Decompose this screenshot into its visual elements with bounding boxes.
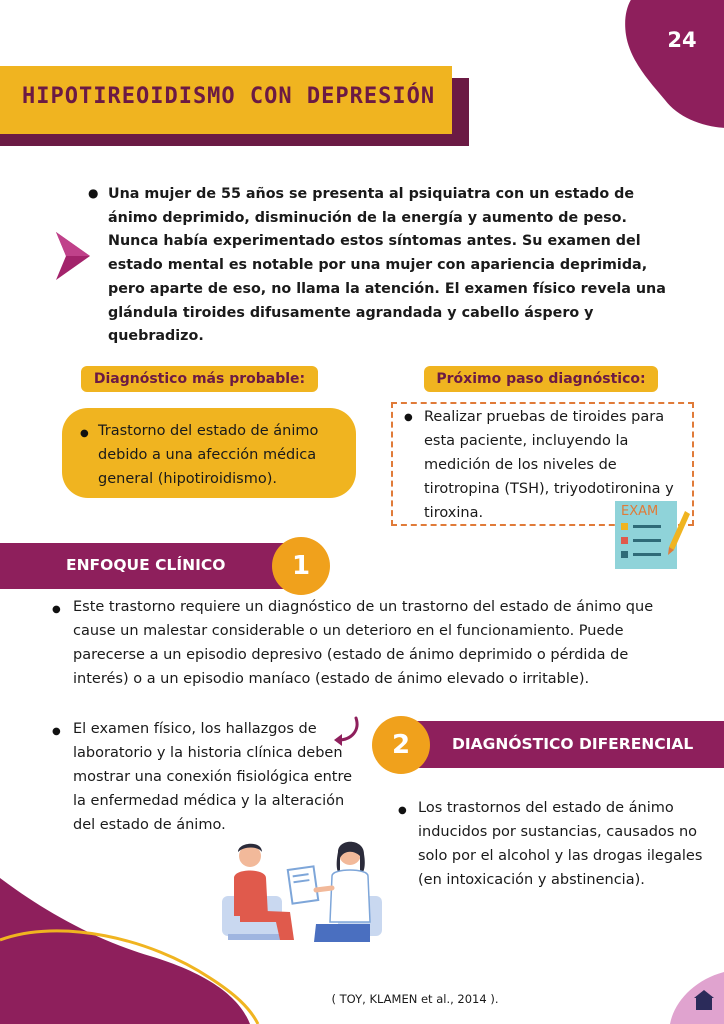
next-step-bullet: ●: [404, 412, 413, 423]
diagnosis-label: Diagnóstico más probable:: [81, 366, 318, 392]
triangle-arrow-icon: [56, 232, 90, 280]
section2-paragraph: Los trastornos del estado de ánimo inducidos por sustancias, causados no solo por el alcohol y las drogas ilegales (en intoxicación y abstinencia).: [418, 800, 703, 888]
section1-paragraph-1: Este trastorno requiere un diagnóstico de un trastorno del estado de ánimo que cause un malestar considerable o un deterioro en el funcionamiento. Puede parecerse a un episodio depresivo (estado de ánimo deprimido o pérdida de interés) o a un episodio maníaco (estado de ánimo elevado o irritable).: [73, 599, 654, 687]
section1-bullet: ●: [52, 726, 61, 737]
next-step-label: Próximo paso diagnóstico:: [424, 366, 658, 392]
corner-decoration: [620, 0, 724, 130]
page-title: HIPOTIREOIDISMO CON DEPRESIÓN: [22, 84, 436, 109]
case-description: Una mujer de 55 años se presenta al psiquiatra con un estado de ánimo deprimido, disminución de la energía y aumento de peso. Nunca había experimentado estos síntomas antes. Su examen del estado mental es notable por una mujer con apariencia deprimida, pero aparte de eso, no llama la atención. El examen físico revela una glándula tiroides difusamente agrandada y cabello áspero y quebradizo.: [108, 186, 666, 345]
page-number: 24: [667, 28, 697, 52]
exam-icon-label: EXAM: [621, 504, 659, 519]
section2-bullet: ●: [398, 805, 407, 816]
section1-title: ENFOQUE CLÍNICO: [66, 556, 226, 574]
diagnosis-bullet: ●: [80, 428, 89, 439]
bottom-decoration: [0, 878, 300, 1024]
section1-number: 1: [272, 537, 330, 595]
citation: ( TOY, KLAMEN et al., 2014 ).: [331, 992, 499, 1006]
exam-clipboard-icon: [609, 497, 691, 571]
section1-bullet: ●: [52, 604, 61, 615]
section2-title: DIAGNÓSTICO DIFERENCIAL: [452, 735, 694, 753]
diagnosis-text: Trastorno del estado de ánimo debido a una afección médica general (hipotiroidismo).: [98, 423, 319, 487]
section2-number: 2: [372, 716, 430, 774]
section1-paragraph-2: El examen físico, los hallazgos de laboratorio y la historia clínica deben mostrar una conexión fisiológica entre la enfermedad médica y la alteración del estado de ánimo.: [73, 721, 353, 833]
next-step-text: Realizar pruebas de tiroides para esta paciente, incluyendo la medición de los niveles de tirotropina (TSH), triyodotironina y tiroxina.: [424, 409, 674, 521]
logo-icon: [670, 972, 724, 1024]
intro-bullet: ●: [88, 186, 99, 200]
curved-arrow-icon: [330, 714, 364, 748]
